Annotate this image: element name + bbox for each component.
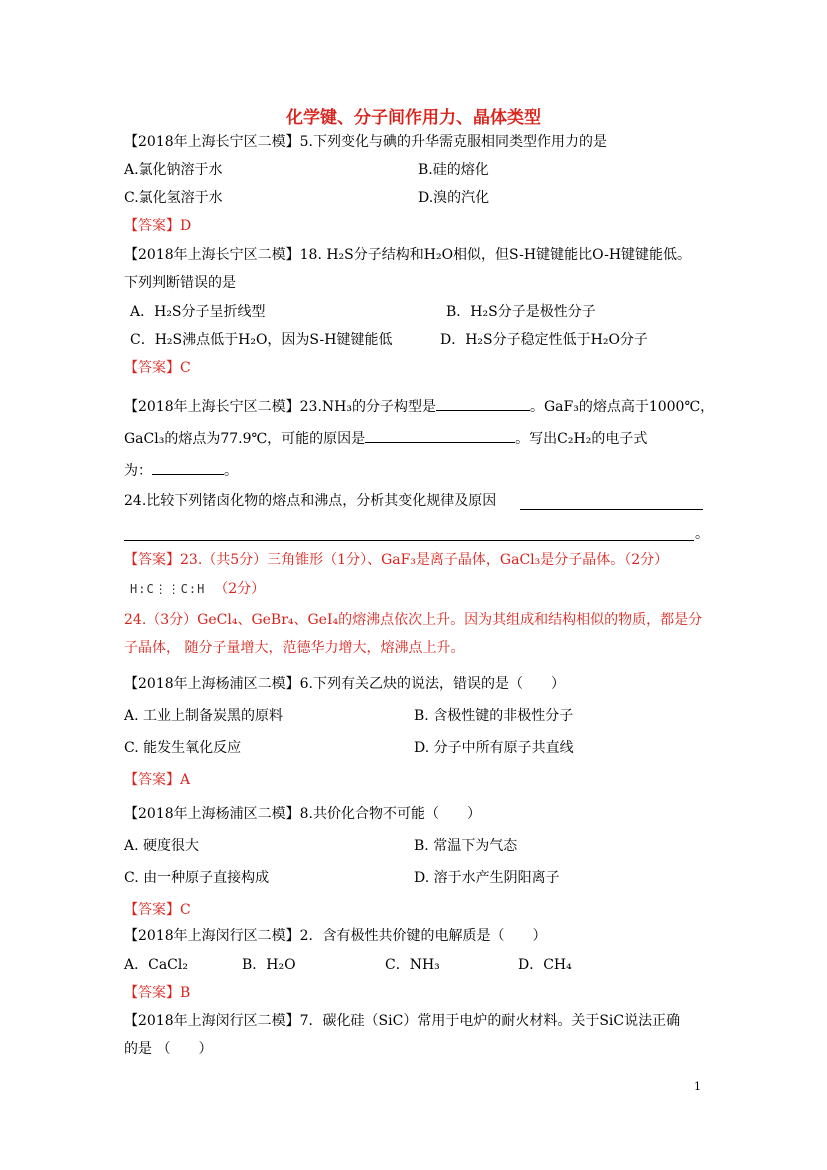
period: 。	[695, 526, 709, 542]
question-stem: 24.比较下列锗卤化物的熔点和沸点，分析其变化规律及原因	[124, 493, 497, 509]
answer-value: C	[180, 360, 191, 376]
option-c: C.氯化氢溶于水	[124, 190, 223, 206]
answer-score: （2分）	[214, 581, 266, 597]
option-a: A．H₂S分子呈折线型	[130, 304, 266, 320]
answer-line	[124, 901, 191, 919]
answer-value: C	[180, 902, 191, 918]
question-stem-cont	[124, 460, 238, 480]
fill-blank	[520, 509, 703, 510]
stem-part: 。GaF₃的熔点高于1000℃，	[529, 399, 715, 415]
question-stem: 【2018年上海长宁区二模】18. H₂S分子结构和H₂O相似，但S-H键键能比O-H键键能低。	[124, 247, 692, 263]
stem-part: 。	[224, 463, 238, 479]
option-c: C．H₂S沸点低于H₂O，因为S-H键键能低	[130, 332, 393, 348]
answer-text-cont: 子晶体， 随分子量增大，范德华力增大，熔沸点上升。	[124, 640, 465, 656]
answer-value: 23.（共5分）三角锥形（1分）、GaF₃是离子晶体，GaCl₃是分子晶体。（2分）	[180, 552, 669, 568]
stem-part: 。写出C₂H₂的电子式	[515, 431, 648, 447]
question-stem: 【2018年上海闵行区二模】7．碳化硅（SiC）常用于电炉的耐火材料。关于SiC说法正确	[124, 1013, 681, 1029]
page-title: 化学键、分子间作用力、晶体类型	[286, 108, 541, 128]
question-stem: 【2018年上海闵行区二模】2．含有极性共价键的电解质是（ ）	[124, 928, 547, 944]
fill-blank	[152, 460, 224, 475]
stem-part: GaCl₃的熔点为77.9℃，可能的原因是	[124, 431, 366, 447]
answer-tag: 【答案】	[124, 902, 180, 918]
fill-blank	[436, 396, 530, 411]
answer-text: 24.（3分）GeCl₄、GeBr₄、GeI₄的熔沸点依次上升。因为其组成和结构相似的物质，都是分	[124, 612, 703, 628]
answer-value: A	[180, 772, 191, 788]
answer-line	[124, 359, 191, 377]
question-stem	[124, 396, 714, 416]
electron-formula	[130, 580, 265, 598]
option-d: D. 溶于水产生阴阳离子	[414, 870, 560, 886]
option-a: A. 工业上制备炭黑的原料	[124, 708, 284, 724]
question-stem: 【2018年上海杨浦区二模】6.下列有关乙炔的说法，错误的是（ ）	[124, 676, 565, 692]
option-b: B．H₂S分子是极性分子	[446, 304, 596, 320]
option-b: B. 含极性键的非极性分子	[414, 708, 574, 724]
answer-line	[124, 771, 190, 789]
answer-tag: 【答案】	[124, 985, 180, 1001]
option-d: D．H₂S分子稳定性低于H₂O分子	[440, 332, 648, 348]
option-d: D．CH₄	[518, 957, 572, 973]
option-d: D. 分子中所有原子共直线	[414, 740, 574, 756]
stem-part: 为：	[124, 463, 152, 479]
question-stem-cont	[124, 428, 647, 448]
option-b: B．H₂O	[242, 957, 296, 973]
answer-value: D	[180, 218, 192, 234]
option-c: C．NH₃	[385, 957, 440, 973]
answer-line	[124, 217, 191, 235]
answer-line	[124, 551, 668, 569]
option-a: A. 硬度很大	[124, 838, 200, 854]
question-stem-cont: 下列判断错误的是	[124, 275, 236, 291]
option-d: D.溴的汽化	[418, 190, 490, 206]
question-stem: 【2018年上海杨浦区二模】8.共价化合物不可能（ ）	[124, 806, 481, 822]
dot-formula: H:C⋮⋮C:H	[130, 582, 206, 596]
option-a: A.氯化钠溶于水	[124, 162, 223, 178]
option-b: B. 常温下为气态	[414, 838, 518, 854]
answer-tag: 【答案】	[124, 772, 180, 788]
answer-line	[124, 984, 190, 1002]
option-a: A．CaCl₂	[124, 957, 188, 973]
option-c: C. 由一种原子直接构成	[124, 870, 270, 886]
option-c: C. 能发生氧化反应	[124, 740, 242, 756]
answer-tag: 【答案】	[124, 552, 180, 568]
question-stem: 【2018年上海长宁区二模】5.下列变化与碘的升华需克服相同类型作用力的是	[124, 134, 607, 150]
question-stem-cont: 的是 （ ）	[124, 1041, 213, 1057]
answer-tag: 【答案】	[124, 218, 180, 234]
answer-tag: 【答案】	[124, 360, 180, 376]
option-b: B.硅的熔化	[418, 162, 489, 178]
stem-part: 【2018年上海长宁区二模】23.NH₃的分子构型是	[124, 399, 436, 415]
fill-blank	[365, 428, 515, 443]
fill-blank	[124, 540, 694, 541]
page-number: 1	[694, 1080, 701, 1093]
answer-value: B	[180, 985, 191, 1001]
